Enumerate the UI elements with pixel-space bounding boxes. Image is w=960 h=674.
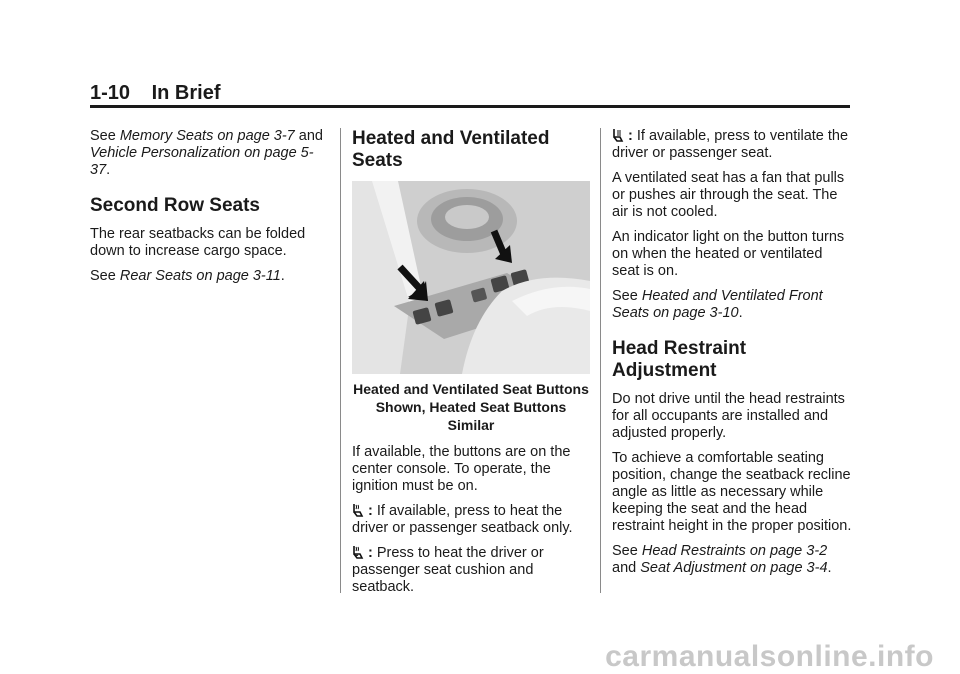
heated-seatback-icon	[352, 503, 364, 517]
column-divider-1	[340, 128, 341, 593]
header-rule	[90, 105, 850, 108]
vehicle-personalization-link[interactable]: Vehicle Personalization on page 5-37	[90, 145, 314, 178]
page-number: 1-10	[90, 82, 131, 104]
second-row-seats-heading: Second Row Seats	[90, 195, 260, 216]
watermark: carmanualsonline.info	[605, 640, 934, 673]
column-1	[90, 128, 328, 293]
heated-seatback-text: : If available, press to heat the driver or passenger seatback only.	[352, 503, 573, 536]
head-restraints-ref: See Head Restraints on page 3-2 and Seat Adjustment on page 3-4.	[612, 543, 832, 576]
heated-cushion-text: : Press to heat the driver or passenger seat cushion and seatback.	[352, 545, 544, 595]
page-header	[90, 80, 850, 106]
second-row-seats-text: The rear seatbacks can be folded down to increase cargo space.	[90, 226, 306, 259]
ventilated-seat-icon	[612, 128, 624, 142]
rear-seats-ref: See Rear Seats on page 3-11.	[90, 268, 285, 284]
column-2	[352, 128, 590, 604]
heated-ventilated-heading: Heated and Ventilated Seats	[352, 128, 550, 171]
figure-caption: Heated and Ventilated Seat Buttons Shown, Heated Seat Buttons Similar	[353, 381, 589, 433]
head-restraints-link[interactable]: Head Restraints on page 3-2	[641, 543, 828, 559]
rear-seats-link[interactable]: Rear Seats on page 3-11	[119, 268, 281, 284]
head-restraint-heading: Head Restraint Adjustment	[612, 338, 747, 381]
head-restraint-warning-text: Do not drive until the head restraints for all occupants are installed and adjusted properly.	[612, 391, 845, 441]
heated-ventilated-ref: See Heated and Ventilated Front Seats on page 3-10.	[612, 288, 823, 321]
column-3	[612, 128, 852, 585]
memory-seats-ref: See Memory Seats on page 3-7 and Vehicle Personalization on page 5-37.	[90, 128, 323, 178]
memory-seats-link[interactable]: Memory Seats on page 3-7	[119, 128, 295, 144]
heated-ventilated-front-seats-link[interactable]: Heated and Ventilated Front Seats on page 3-10	[612, 288, 823, 321]
buttons-location-text: If available, the buttons are on the center console. To operate, the ignition must be on.	[352, 444, 571, 494]
column-divider-2	[600, 128, 601, 593]
heated-seat-cushion-icon	[352, 545, 364, 559]
ventilate-text: : If available, press to ventilate the driver or passenger seat.	[612, 128, 849, 161]
indicator-light-text: An indicator light on the button turns on when the heated or ventilated seat is on.	[612, 229, 845, 279]
console-buttons-photo	[352, 181, 590, 374]
ventilated-seat-fan-text: A ventilated seat has a fan that pulls or pushes air through the seat. The air is not cooled.	[612, 170, 845, 220]
seat-adjustment-link[interactable]: Seat Adjustment on page 3-4	[640, 560, 828, 576]
seating-position-text: To achieve a comfortable seating position, change the seatback recline angle as little as necessary while keeping the seat and the head restraint height in the proper position.	[612, 450, 852, 534]
section-title: In Brief	[151, 82, 221, 104]
